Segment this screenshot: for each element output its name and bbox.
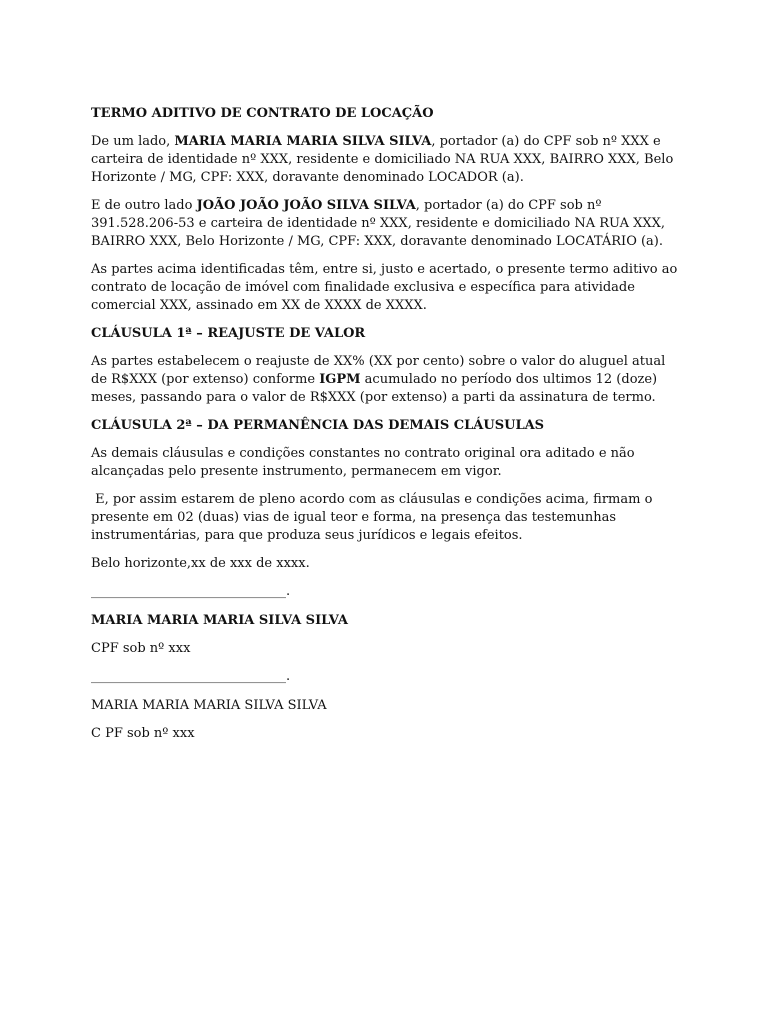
- signature-line-2: ______________________________.: [91, 669, 291, 684]
- intro-paragraph: As partes acima identificadas têm, entre si, justo e acertado, o presente termo aditivo ao contrato de locação de imóvel com finalidade exclusiva e específica para atividade comercial XXX, assinado em XX de XXXX de XXXX.: [91, 262, 678, 313]
- party2-name: JOÃO JOÃO JOÃO SILVA SILVA: [196, 198, 416, 213]
- party1-paragraph: [91, 133, 681, 187]
- signature-cpf-2: C PF sob nº xxx: [91, 726, 195, 741]
- party1-rest: , portador (a) do CPF sob nº XXX e carteira de identidade nº XXX, residente e domiciliado NA RUA XXX, BAIRRO XXX, Belo Horizonte / MG, CPF: XXX, doravante denominado LOCADOR (a).: [91, 134, 674, 185]
- clause1-text-b: acumulado no período dos ultimos 12 (doze) meses, passando para o valor de R$XXX (por extenso) a parti da assinatura de termo.: [91, 372, 658, 405]
- document-page: [91, 105, 681, 753]
- signature-cpf-1: CPF sob nº xxx: [91, 641, 191, 656]
- clause2-paragraph: As demais cláusulas e condições constantes no contrato original ora aditado e não alcançadas pelo presente instrumento, permanecem em vigor.: [91, 446, 635, 479]
- party1-name: MARIA MARIA MARIA SILVA SILVA: [174, 134, 432, 149]
- closing-paragraph: E, por assim estarem de pleno acordo com as cláusulas e condições acima, firmam o presente em 02 (duas) vias de igual teor e forma, na presença das testemunhas instrumentárias, para que produza seus jurídicos e legais efeitos.: [91, 492, 657, 543]
- document-title: TERMO ADITIVO DE CONTRATO DE LOCAÇÃO: [91, 106, 434, 121]
- signature-name-2: MARIA MARIA MARIA SILVA SILVA: [91, 698, 327, 713]
- signature-name-1: MARIA MARIA MARIA SILVA SILVA: [91, 613, 348, 628]
- place-date: Belo horizonte,xx de xxx de xxxx.: [91, 556, 310, 571]
- clause1-text-a: As partes estabelecem o reajuste de XX% (XX por cento) sobre o valor do aluguel atual de R$XXX (por extenso) conforme: [91, 354, 666, 387]
- clause2-title: CLÁUSULA 2ª – DA PERMANÊNCIA DAS DEMAIS CLÁUSULAS: [91, 418, 545, 433]
- party1-prefix: De um lado,: [91, 134, 175, 149]
- party2-prefix: E de outro lado: [91, 198, 197, 213]
- signature-line-1: ______________________________.: [91, 584, 291, 599]
- party2-paragraph: [91, 197, 681, 251]
- clause1-title: CLÁUSULA 1ª – REAJUSTE DE VALOR: [91, 326, 366, 341]
- clause1-paragraph: [91, 353, 681, 407]
- clause1-bold: IGPM: [319, 372, 361, 387]
- party2-rest: , portador (a) do CPF sob nº 391.528.206-53 e carteira de identidade nº XXX, residente e domiciliado NA RUA XXX, BAIRRO XXX, Belo Horizonte / MG, CPF: XXX, doravante denominado LOCATÁRIO (a).: [91, 198, 666, 249]
